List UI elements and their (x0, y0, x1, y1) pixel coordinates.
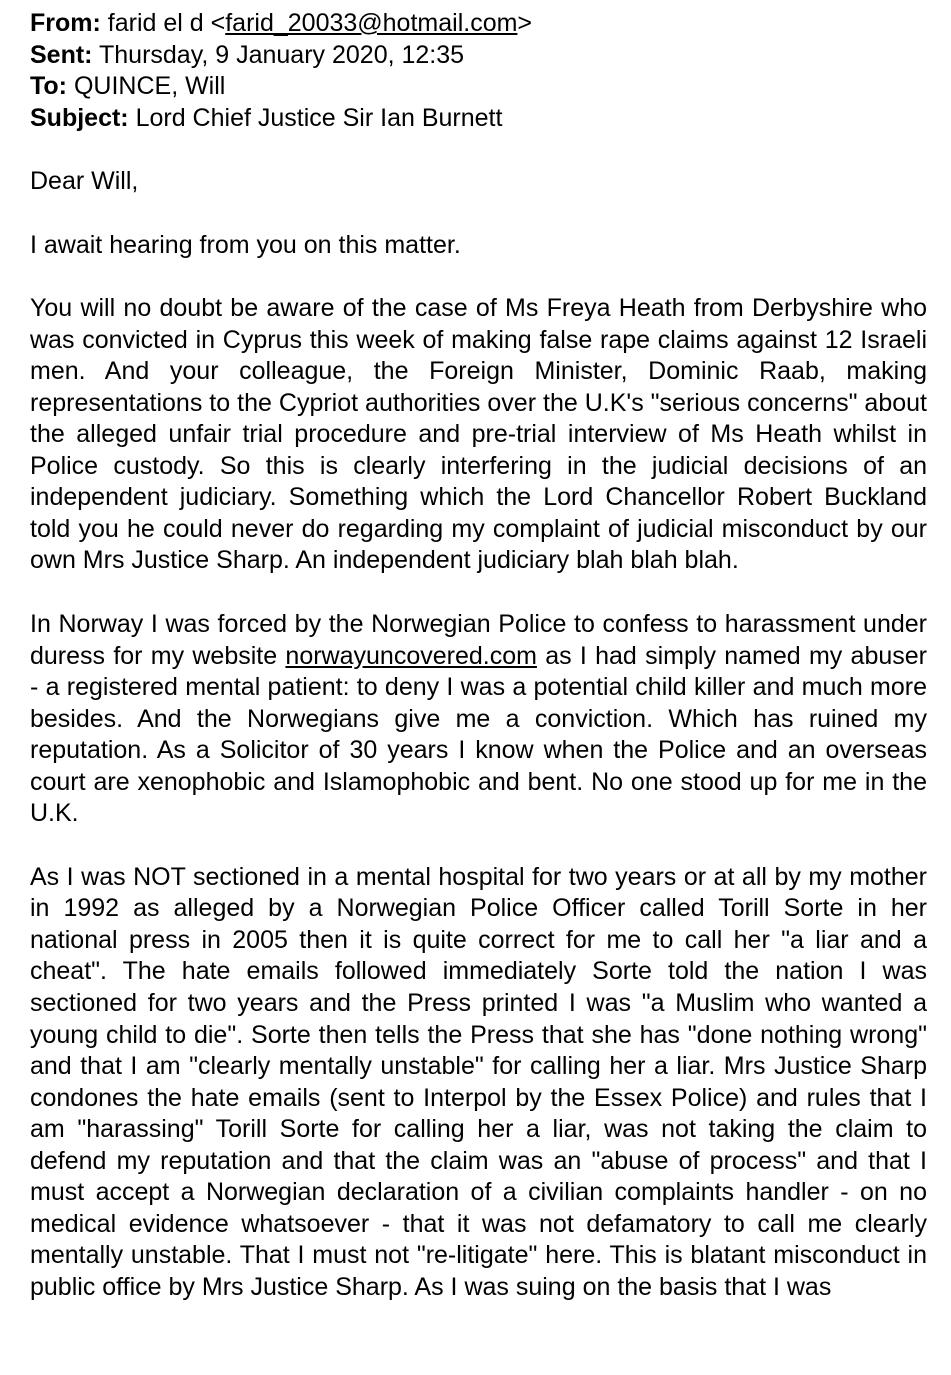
paragraph-2: You will no doubt be aware of the case of Ms Freya Heath from Derbyshire who was convicted in Cyprus this week of making false rape claims against 12 Israeli men. And your colleague, the Foreign Minister, Dominic Raab, making representations to the Cypriot authorities over the U.K's "serious concerns" about the alleged unfair trial procedure and pre-trial interview of Ms Heath whilst in Police custody. So this is clearly interfering in the judicial decisions of an independent judiciary. Something which the Lord Chancellor Robert Buckland told you he could never do regarding my complaint of judicial misconduct by our own Mrs Justice Sharp. An independent judiciary blah blah blah. (30, 294, 927, 575)
paragraph-3 (30, 609, 927, 830)
paragraph-4: As I was NOT sectioned in a mental hospital for two years or at all by my mother in 1992 as alleged by a Norwegian Police Officer called Torill Sorte in her national press in 2005 then it is quite correct for me to call her "a liar and a cheat". The hate emails followed immediately Sorte told the nation I was sectioned for two years and the Press printed I was "a Muslim who wanted a young child to die". Sorte then tells the Press that she has "done nothing wrong" and that I am "clearly mentally unstable" for calling her a liar. Mrs Justice Sharp condones the hate emails (sent to Interpol by the Essex Police) and rules that I am "harassing" Torill Sorte for calling her a liar, was not taking the claim to defend my reputation and that the claim was an "abuse of process" and that I must accept a Norwegian declaration of a civilian complaints handler - on no medical evidence whatsoever - that it was not defamatory to call me clearly mentally unstable. That I must not "re-litigate" here. This is blatant misconduct in public office by Mrs Justice Sharp. As I was suing on the basis that I was (30, 862, 927, 1301)
email-header (30, 8, 927, 134)
subject-line (30, 103, 927, 135)
sent-value: Thursday, 9 January 2020, 12:35 (99, 40, 465, 69)
from-line (30, 8, 927, 40)
to-value: QUINCE, Will (73, 72, 226, 100)
subject-label: Subject: (30, 103, 129, 132)
paragraph-1: I await hearing from you on this matter. (30, 230, 461, 259)
from-email-link[interactable]: farid_20033@hotmail.com (225, 9, 518, 37)
sent-label: Sent: (30, 40, 93, 69)
to-line (30, 71, 927, 103)
from-close: > (517, 9, 533, 37)
to-label: To: (30, 72, 68, 100)
from-label: From: (30, 9, 101, 37)
paragraph-3-text-after: as I had simply named my abuser - a registered mental patient: to deny I was a potential child killer and much more besides. And the Norwegians give me a conviction. Which has ruined my reputation. As a Solicitor of 30 years I know when the Police and an overseas court are xenophobic and Islamophobic and bent. No one stood up for me in the U.K. (30, 641, 927, 828)
from-name: farid el d < (107, 9, 226, 37)
website-link[interactable]: norwayuncovered.com (285, 641, 537, 670)
subject-value: Lord Chief Justice Sir Ian Burnett (135, 103, 503, 132)
sent-line (30, 40, 927, 72)
paragraph-3-text-before: In Norway I was forced by the Norwegian Police to confess to harassment under duress for my website (30, 610, 927, 670)
greeting: Dear Will, (30, 167, 139, 195)
